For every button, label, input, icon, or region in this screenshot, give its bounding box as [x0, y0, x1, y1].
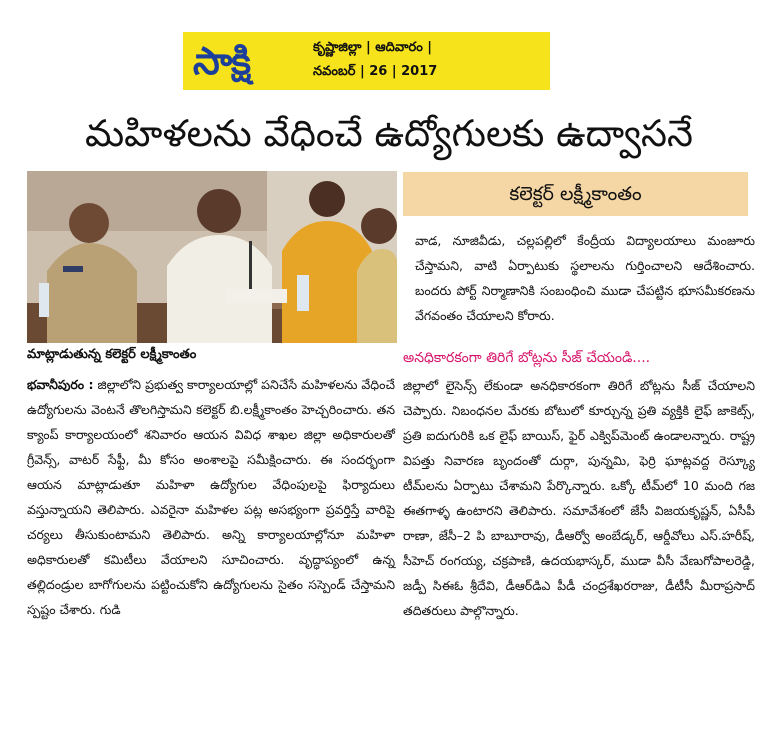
- meeting-photo-image: [27, 171, 397, 343]
- sakshi-logo: సాక్షి: [193, 39, 251, 83]
- left-column-text: [27, 372, 395, 622]
- right-column-top-text: వాడ, నూజివీడు, చల్లపల్లిలో కేంద్రీయ విద్యాలయాలు మంజూరు చేస్తామని, వాటి ఏర్పాటుకు స్థలాలను గుర్తించాలని ఆదేశించారు. బందరు పోర్ట్ నిర్మాణానికి సంబంధించి ముడా చేపట్టిన భూసమీకరణను వేగవంతం చేయాలని కోరారు.: [415, 233, 755, 323]
- collector-name-subhead: కలెక్టర్ లక్ష్మీకాంతం: [403, 172, 748, 216]
- article-headline: మహిళలను వేధించే ఉద్యోగులకు ఉద్వాసనే: [85, 112, 693, 155]
- boat-seize-crosshead: అనధికారకంగా తిరిగే బోట్లను సీజ్ చేయండి....: [403, 350, 651, 366]
- dateline: భవానీపురం :: [27, 377, 94, 392]
- masthead-district-day: కృష్ణాజిల్లా | ఆదివారం |: [313, 40, 433, 55]
- right-column-bottom-text: జిల్లాలో లైసెన్స్ లేకుండా అనధికారకంగా తిరిగే బోట్లను సీజ్ చేయాలని చెప్పారు. నిబంధనల మేరకు బోటులో కూర్చున్న ప్రతి వ్యక్తికి లైఫ్ జాకెట్స్, ప్రతి ఐదుగురికి ఒక లైఫ్ బాయిస్, ఫైర్ ఎక్విప్‌మెంట్ ఉండాలన్నారు. రాష్ట్ర విపత్తు నివారణ బృందంతో దుర్గా, పున్నమి, ఫెర్రి ఘాట్లవద్ద రెస్క్యూ టీమ్‌లను ఏర్పాటు చేశామని పేర్కొన్నారు. ఒక్కో టీమ్‌లో 10 మంది గజ ఈతగాళ్ళ ఉంటారని తెలిపారు. సమావేశంలో జేసీ విజయకృష్ణన్, ఏసీపీ రాణా, జేసీ–2 పి బాబూరావు, డీఆర్వో అంబేడ్కర్, ఆర్డీవోలు ఎస్.హరీష్, సీహెచ్ రంగయ్య, చక్రపాణి, ఉదయభాస్కర్, ముడా వీసీ వేణుగోపాలరెడ్డి, జడ్పీ సిఈఓ శ్రీదేవి, డీఆర్‌డిఎ పీడీ చంద్రశేఖరరాజు, డీటీసీ మీరాప్రసాద్ తదితరులు పాల్గొన్నారు.: [403, 378, 755, 618]
- photo-caption: మాట్లాడుతున్న కలెక్టర్ లక్ష్మీకాంతం: [27, 347, 197, 362]
- masthead-date: నవంబర్ | 26 | 2017: [313, 64, 438, 79]
- article-photo: [27, 171, 397, 343]
- left-column-body: జిల్లాలోని ప్రభుత్వ కార్యాలయాల్లో పనిచేసే మహిళలను వేధించే ఉద్యోగులను వెంటనే తొలగిస్తామని కలెక్టర్ బి.లక్ష్మీకాంతం హెచ్చరించారు. తన క్యాంప్ కార్యాలయంలో శనివారం ఆయన వివిధ శాఖల జిల్లా అధికారులతో గ్రీవెన్స్, వాటర్ సేఫ్టీ, మీ కోసం అంశాలపై సమీక్షించారు. ఈ సందర్భంగా ఆయన మాట్లాడుతూ మహిళా ఉద్యోగుల వేధింపులపై ఫిర్యాదులు వస్తున్నాయని తెలిపారు. ఎవరైనా మహిళల పట్ల అసభ్యంగా ప్రవర్తిస్తే వారిపై చర్యలు తీసుకుంటామని తెలిపారు. అన్ని కార్యాలయాల్లోనూ మహిళా అధికారులతో కమిటీలు వేయాలని సూచించారు. వృద్ధాప్యంలో ఉన్న తల్లిదండ్రుల బాగోగులను పట్టించుకోని ఉద్యోగులను సైతం సస్పెండ్ చేస్తామని స్పష్టం చేశారు. గుడి: [27, 377, 395, 617]
